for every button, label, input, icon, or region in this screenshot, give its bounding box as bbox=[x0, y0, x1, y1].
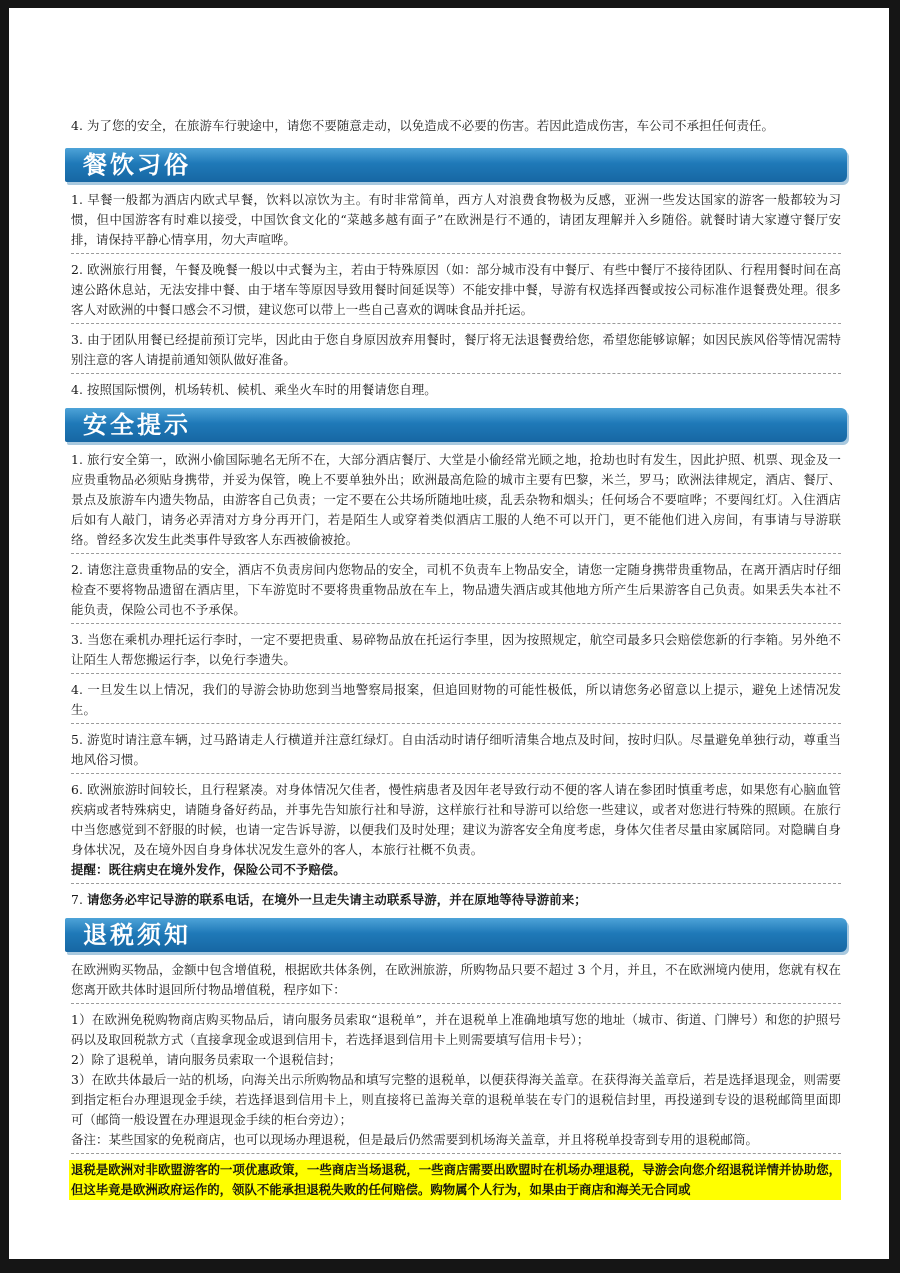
safety-item-6: 6. 欧洲旅游时间较长，且行程紧凑。对身体情况欠佳者，慢性病患者及因年老导致行动不便的客人请在参团时慎重考虑，如果您有心脑血管疾病或者特殊病史，请随身备好药品，并事先告知旅行社和导游，这样旅行社和导游可以给您一些建议，或者对您进行特殊的照顾。在旅行中当您感觉到不舒服的时候，也请一定告诉导游，以便我们及时处理；建议为游客安全角度考虑，身体欠佳者尽量由家属陪同。对隐瞒自身身体状况，及在境外因自身身体状况发生意外的客人，本旅行社概不负责。 bbox=[71, 782, 841, 857]
safety-item-3: 3. 当您在乘机办理托运行李时，一定不要把贵重、易碎物品放在托运行李里，因为按照规定，航空司最多只会赔偿您新的行李箱。另外绝不让陌生人帮您搬运行李，以免行李遗失。 bbox=[71, 632, 841, 667]
dining-section-heading: 餐饮习俗 bbox=[83, 150, 191, 179]
safety-section-banner bbox=[65, 408, 847, 442]
divider bbox=[71, 323, 841, 324]
divider bbox=[71, 773, 841, 774]
dining-item-4: 4. 按照国际惯例，机场转机、候机、乘坐火车时的用餐请您自理。 bbox=[71, 382, 437, 397]
divider bbox=[71, 373, 841, 374]
dining-item-2: 2. 欧洲旅行用餐，午餐及晚餐一般以中式餐为主，若由于特殊原因（如：部分城市没有中餐厅、有些中餐厅不接待团队、行程用餐时间在高速公路休息站，无法安排中餐、由于堵车等原因导致用餐时间延误等）不能安排中餐，导游有权选择西餐或按公司标准作退餐费处理。很多客人对欧洲的中餐口感会不习惯，建议您可以带上一些自己喜欢的调味食品并托运。 bbox=[71, 262, 841, 317]
safety-item-2: 2. 请您注意贵重物品的安全，酒店不负责房间内您物品的安全，司机不负责车上物品安全，请您一定随身携带贵重物品，在离开酒店时仔细检查不要将物品遗留在酒店里，下车游览时不要将贵重物品放在车上，物品遗失酒店或其他地方所产生后果游客自己负责。如果丢失本社不能负责，保险公司也不予承保。 bbox=[71, 562, 841, 617]
safety-item-5: 5. 游览时请注意车辆，过马路请走人行横道并注意红绿灯。自由活动时请仔细听清集合地点及时间，按时归队。尽量避免单独行动，尊重当地风俗习惯。 bbox=[71, 732, 841, 767]
safety-section-heading: 安全提示 bbox=[83, 410, 191, 439]
divider bbox=[71, 253, 841, 254]
dining-item-3: 3. 由于团队用餐已经提前预订完毕，因此由于您自身原因放弃用餐时，餐厅将无法退餐费给您，希望您能够谅解；如因民族风俗等情况需特别注意的客人请提前通知领队做好准备。 bbox=[71, 332, 841, 367]
divider bbox=[71, 1003, 841, 1004]
tax-step-2: 2）除了退税单，请向服务员索取一个退税信封； bbox=[71, 1052, 342, 1067]
safety-item-7-text: 请您务必牢记导游的联系电话，在境外一旦走失请主动联系导游，并在原地等待导游前来； bbox=[87, 892, 587, 907]
tax-step-1: 1）在欧洲免税购物商店购买物品后，请向服务员索取“退税单”，并在退税单上准确地填写您的地址（城市、街道、门牌号）和您的护照号码以及取回税款方式（直接拿现金或退到信用卡，若选择退到信用卡上则需要填写信用卡号）； bbox=[71, 1012, 841, 1047]
safety-intro-text: 4. 为了您的安全，在旅游车行驶途中，请您不要随意走动，以免造成不必要的伤害。若因此造成伤害，车公司不承担任何责任。 bbox=[71, 118, 775, 133]
dining-section-banner bbox=[65, 148, 847, 182]
divider bbox=[71, 553, 841, 554]
divider bbox=[71, 723, 841, 724]
tax-section-banner bbox=[65, 918, 847, 952]
safety-item-7 bbox=[71, 890, 841, 910]
tax-note: 备注：某些国家的免税商店，也可以现场办理退税，但是最后仍然需要到机场海关盖章，并且将税单投寄到专用的退税邮筒。 bbox=[71, 1132, 758, 1147]
tax-intro: 在欧洲购买物品，金额中包含增值税，根据欧共体条例，在欧洲旅游，所购物品只要不超过 3 个月，并且，不在欧洲境内使用，您就有权在您离开欧共体时退回所付物品增值税，程序如下： bbox=[71, 962, 841, 997]
insurance-reminder bbox=[71, 860, 841, 880]
tax-step-3: 3）在欧共体最后一站的机场，向海关出示所购物品和填写完整的退税单，以便获得海关盖章。在获得海关盖章后，若是选择退现金，则需要到指定柜台办理退现金手续，若选择退到信用卡上，则直接将已盖海关章的退税单装在专门的退税信封里，再投递到专设的退税邮筒里面即可（邮筒一般设置在办理退现金手续的柜台旁边）； bbox=[71, 1072, 841, 1127]
divider bbox=[71, 623, 841, 624]
document-page bbox=[9, 8, 889, 1259]
divider bbox=[71, 1153, 841, 1154]
divider bbox=[71, 673, 841, 674]
safety-item-4: 4. 一旦发生以上情况，我们的导游会协助您到当地警察局报案，但追回财物的可能性极低，所以请您务必留意以上提示，避免上述情况发生。 bbox=[71, 682, 841, 717]
safety-item-1: 1. 旅行安全第一，欧洲小偷国际驰名无所不在，大部分酒店餐厅、大堂是小偷经常光顾之地，抢劫也时有发生，因此护照、机票、现金及一应贵重物品必须贴身携带，并妥为保管，晚上不要单独外出；欧洲最高危险的城市主要有巴黎，米兰，罗马；欧洲法律规定，酒店、餐厅、景点及旅游车内遗失物品，由游客自己负责；一定不要在公共场所随地吐痰，乱丢杂物和烟头；任何场合不要喧哗；不要闯红灯。入住酒店后如有人敲门，请务必弄清对方身分再开门，若是陌生人或穿着类似酒店工服的人绝不可以开门，更不能他们进入房间，有事请与导游联络。曾经多次发生此类事件导致客人东西被偷被抢。 bbox=[71, 452, 841, 547]
tax-highlight-notice: 退税是欧洲对非欧盟游客的一项优惠政策，一些商店当场退税，一些商店需要出欧盟时在机场办理退税，导游会向您介绍退税详情并协助您，但这毕竟是欧洲政府运作的，领队不能承担退税失败的任何赔偿。购物属个人行为，如果由于商店和海关无合同或 bbox=[69, 1160, 841, 1200]
safety-item-7-number: 7. bbox=[71, 892, 88, 907]
dining-item-1: 1. 早餐一般都为酒店内欧式早餐，饮料以凉饮为主。有时非常简单，西方人对浪费食物极为反感，亚洲一些发达国家的游客一般都较为习惯，但中国游客有时难以接受，中国饮食文化的“菜越多越有面子”在欧洲是行不通的，请团友理解并入乡随俗。就餐时请大家遵守餐厅安排，请保持平静心情享用，勿大声喧哗。 bbox=[71, 192, 841, 247]
tax-section-heading: 退税须知 bbox=[83, 920, 191, 949]
divider bbox=[71, 883, 841, 884]
insurance-reminder-text: 提醒：既往病史在境外发作，保险公司不予赔偿。 bbox=[71, 862, 346, 877]
document-content bbox=[71, 8, 841, 1200]
